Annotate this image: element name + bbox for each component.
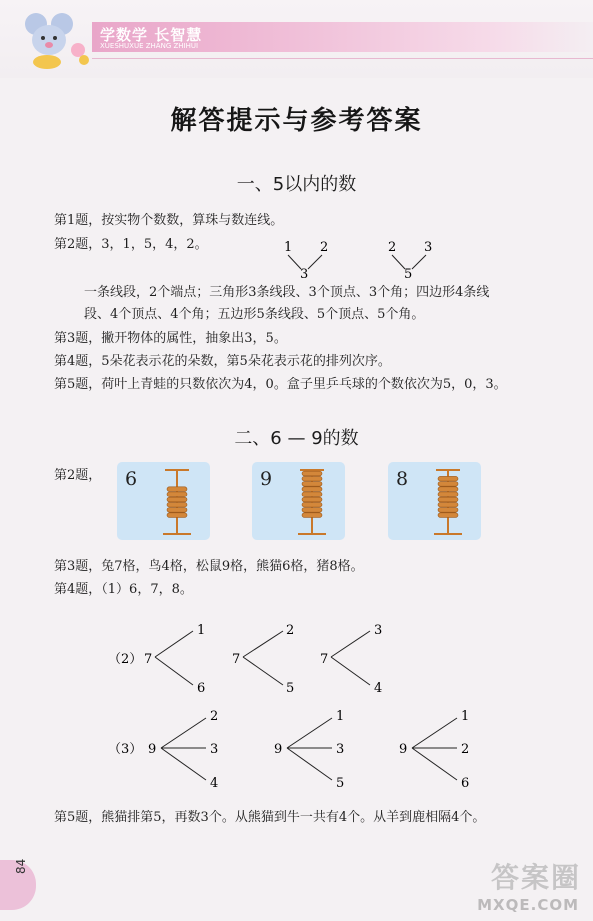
row3-split1-middle: 3 — [210, 742, 219, 757]
sub2-label: （2） — [108, 652, 143, 667]
answer-p1-q2: 第2题，3，1，5，4，2。 — [54, 237, 208, 252]
sub3-label: （3） — [108, 742, 143, 757]
abacus-bead — [438, 502, 458, 507]
watermark-logo-text: 答案圈 — [490, 861, 581, 894]
abacus-beads-3 — [388, 462, 481, 540]
abacus-bead — [302, 502, 322, 507]
split-left-top-left: 1 — [284, 240, 293, 255]
abacus-bead — [167, 502, 187, 507]
page-title: 解答提示与参考答案 — [170, 106, 423, 136]
abacus-bead — [302, 476, 322, 481]
abacus-number-3: 8 — [396, 468, 409, 490]
answer-p1-shapes-line1: 一条线段，2个端点；三角形3条线段、3个顶点、3个角；四边形4条线 — [84, 285, 490, 300]
abacus-card-3 — [388, 462, 481, 540]
number-split-row-2 — [108, 618, 408, 698]
abacus-bead — [302, 497, 322, 502]
number-split-row-3 — [108, 706, 488, 796]
split-right-bottom: 5 — [404, 267, 413, 282]
abacus-bead — [167, 497, 187, 502]
mouse-mascot-icon — [14, 10, 94, 70]
abacus-bead — [438, 497, 458, 502]
split-left-top-right: 2 — [320, 240, 329, 255]
abacus-bead — [302, 471, 322, 476]
number-split-diagram-p1 — [270, 238, 450, 284]
abacus-beads-2 — [252, 462, 345, 540]
row3-split3-bottom: 6 — [461, 776, 470, 791]
abacus-number-2: 9 — [260, 468, 273, 490]
abacus-bead — [302, 513, 322, 518]
section-heading-1: 一、5以内的数 — [236, 174, 357, 195]
row3-split2-root: 9 — [274, 742, 283, 757]
abacus-bead — [438, 508, 458, 513]
series-title: 学数学 长智慧 — [100, 26, 203, 44]
answer-p1-q1: 第1题，按实物个数数，算珠与数连线。 — [54, 213, 284, 228]
row2-split3-bottom: 4 — [374, 681, 383, 696]
row3-split3-top: 1 — [461, 709, 470, 724]
abacus-bead — [438, 487, 458, 492]
row2-split1-root: 7 — [144, 652, 153, 667]
abacus-bead — [167, 513, 187, 518]
abacus-beads-1 — [117, 462, 210, 540]
row3-split3-root: 9 — [399, 742, 408, 757]
abacus-bead — [438, 476, 458, 481]
abacus-bead — [167, 492, 187, 497]
header-divider — [92, 58, 593, 59]
answer-p2-q5: 第5题，熊猫排第5，再数3个。从熊猫到牛一共有4个。从羊到鹿相隔4个。 — [54, 810, 486, 825]
abacus-card-2 — [252, 462, 345, 540]
abacus-bead — [302, 482, 322, 487]
answer-p1-q5: 第5题，荷叶上青蛙的只数依次为4，0。盒子里乒乓球的个数依次为5，0，3。 — [54, 377, 507, 392]
series-subtitle: XUESHUXUE ZHANG ZHIHUI — [100, 42, 199, 50]
abacus-bead — [438, 492, 458, 497]
row2-split1-bottom: 6 — [197, 681, 206, 696]
row3-split3-middle: 2 — [461, 742, 470, 757]
answer-p1-shapes-line2: 段、4个顶点、4个角；五边形5条线段、5个顶点、5个角。 — [84, 307, 425, 322]
split-right-top-left: 2 — [388, 240, 397, 255]
row2-split3-root: 7 — [320, 652, 329, 667]
row2-split2-bottom: 5 — [286, 681, 295, 696]
abacus-bead — [167, 487, 187, 492]
answer-p2-q2-label: 第2题， — [54, 468, 102, 483]
split-left-bottom: 3 — [300, 267, 309, 282]
row3-split1-top: 2 — [210, 709, 219, 724]
row3-split2-bottom: 5 — [336, 776, 345, 791]
answer-p1-q4: 第4题，5朵花表示花的朵数，第5朵花表示花的排列次序。 — [54, 354, 391, 369]
abacus-bead — [438, 513, 458, 518]
abacus-card-1 — [117, 462, 210, 540]
row2-split1-top: 1 — [197, 623, 206, 638]
section-heading-2: 二、6 — 9的数 — [234, 428, 359, 449]
row2-split3-top: 3 — [374, 623, 383, 638]
answer-p1-q3: 第3题，撇开物体的属性，抽象出3，5。 — [54, 331, 287, 346]
abacus-bead — [302, 492, 322, 497]
row2-split2-top: 2 — [286, 623, 295, 638]
answer-p2-q4-line: 第4题，（1）6，7，8。 — [54, 582, 193, 597]
watermark-url: MXQE.COM — [477, 896, 579, 914]
row3-split1-root: 9 — [148, 742, 157, 757]
split-right-top-right: 3 — [424, 240, 433, 255]
row3-split2-top: 1 — [336, 709, 345, 724]
row2-split2-root: 7 — [232, 652, 241, 667]
row3-split1-bottom: 4 — [210, 776, 219, 791]
abacus-bead — [302, 508, 322, 513]
abacus-number-1: 6 — [125, 468, 138, 490]
page-number: 84 — [14, 858, 28, 874]
abacus-bead — [438, 482, 458, 487]
answer-p2-q3: 第3题，兔7格，鸟4格，松鼠9格，熊猫6格，猪8格。 — [54, 559, 364, 574]
row3-split2-middle: 3 — [336, 742, 345, 757]
series-banner — [92, 22, 593, 52]
abacus-bead — [302, 487, 322, 492]
abacus-bead — [167, 508, 187, 513]
